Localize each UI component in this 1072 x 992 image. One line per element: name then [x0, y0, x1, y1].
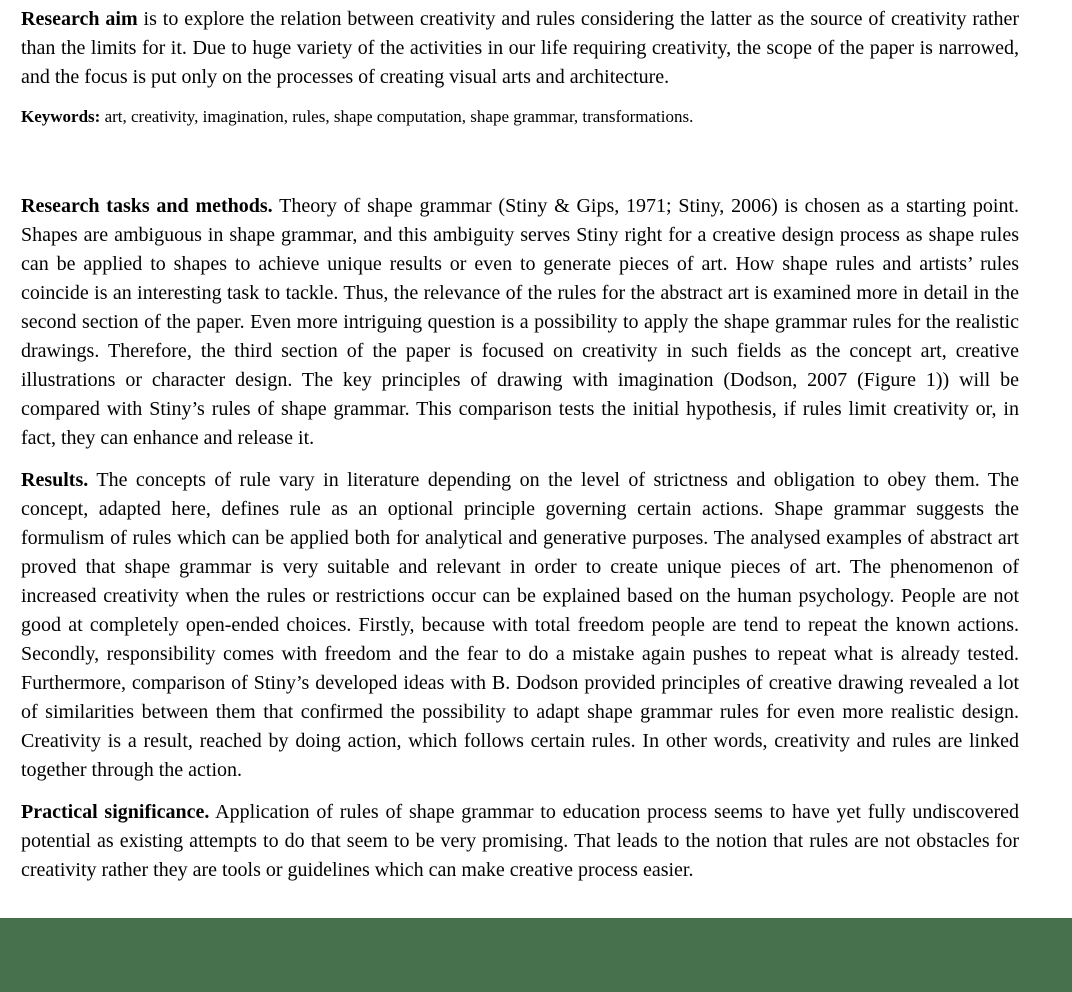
keywords-lead: Keywords:: [21, 107, 101, 126]
paragraph-research-tasks: [21, 192, 1019, 453]
paragraph-lead-research-aim: Research aim: [21, 8, 138, 30]
footer-band: [0, 918, 1072, 992]
paragraph-body-research-tasks: Theory of shape grammar (Stiny & Gips, 1971; Stiny, 2006) is chosen as a starting point. Shapes are ambiguous in shape grammar, and this ambiguity serves Stiny right for a creative design process as shape rules can be applied to shapes to achieve unique results or even to generate pieces of art. How shape rules and artists’ rules coincide is an interesting task to tackle. Thus, the relevance of the rules for the abstract art is examined more in detail in the second section of the paper. Even more intriguing question is a possibility to apply the shape grammar rules for the realistic drawings. Therefore, the third section of the paper is focused on creativity in such fields as the concept art, creative illustrations or character design. The key principles of drawing with imagination (Dodson, 2007 (Figure 1)) will be compared with Stiny’s rules of shape grammar. This comparison tests the initial hypothesis, if rules limit creativity or, in fact, they can enhance and release it.: [21, 195, 1020, 449]
paragraph-research-aim: [21, 5, 1019, 92]
paragraph-lead-practical-significance: Practical significance.: [21, 801, 210, 823]
paragraph-lead-results: Results.: [21, 469, 89, 491]
paragraph-body-practical-significance: Application of rules of shape grammar to education process seems to have yet fully undiscovered potential as existing attempts to do that seem to be very promising. That leads to the notion that rules are not obstacles for creativity rather they are tools or guidelines which can make creative process easier.: [21, 801, 1019, 881]
keywords-line: [21, 105, 1019, 129]
paragraph-results: [21, 466, 1019, 785]
paragraph-lead-research-tasks: Research tasks and methods.: [21, 195, 273, 217]
paragraph-practical-significance: [21, 798, 1019, 885]
paragraph-body-results: The concepts of rule vary in literature depending on the level of strictness and obligation to obey them. The concept, adapted here, defines rule as an optional principle governing certain actions. Shape grammar suggests the formulism of rules which can be applied both for analytical and generative purposes. The analysed examples of abstract art proved that shape grammar is very suitable and relevant in order to create unique pieces of art. The phenomenon of increased creativity when the rules or restrictions occur can be explained based on the human psychology. People are not good at completely open-ended choices. Firstly, because with total freedom people are tend to repeat the known actions. Secondly, responsibility comes with freedom and the fear to do a mistake again pushes to repeat what is already tested. Furthermore, comparison of Stiny’s developed ideas with B. Dodson provided principles of creative drawing revealed a lot of similarities between them that confirmed the possibility to adapt shape grammar rules for even more realistic design. Creativity is a result, reached by doing action, which follows certain rules. In other words, creativity and rules are linked together through the action.: [21, 469, 1019, 781]
keywords-body: art, creativity, imagination, rules, shape computation, shape grammar, transformations.: [104, 107, 694, 126]
paragraph-body-research-aim: is to explore the relation between creativity and rules considering the latter as the source of creativity rather than the limits for it. Due to huge variety of the activities in our life requiring creativity, the scope of the paper is narrowed, and the focus is put only on the processes of creating visual arts and architecture.: [21, 8, 1020, 88]
